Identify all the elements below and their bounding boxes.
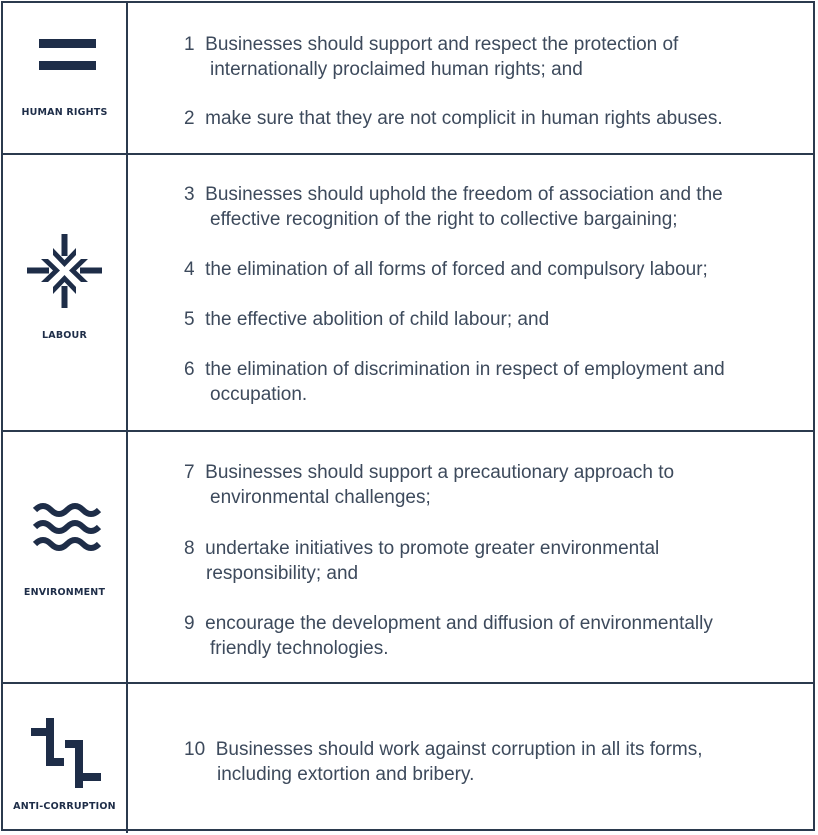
principle-number: 8 xyxy=(184,538,195,559)
principle-number: 6 xyxy=(184,359,195,380)
principle-number: 7 xyxy=(184,462,195,483)
category-label-labour: LABOUR xyxy=(42,330,87,341)
principle-text-line: effective recognition of the right to collective bargaining; xyxy=(210,209,678,230)
principle-10 xyxy=(184,737,804,787)
principle-text-line: undertake initiatives to promote greater environmental xyxy=(205,538,660,559)
row-human-rights xyxy=(3,3,813,155)
principle-1 xyxy=(184,32,804,82)
icon-cell-human-rights xyxy=(3,3,128,153)
principles-table xyxy=(1,1,815,831)
principle-2 xyxy=(184,106,804,131)
principle-number: 9 xyxy=(184,613,195,634)
principle-text-line: Businesses should work against corruption in all its forms, xyxy=(215,739,703,760)
principle-text-line: Businesses should support and respect the protection of xyxy=(205,34,679,55)
principle-9 xyxy=(184,611,804,661)
principle-text-line: occupation. xyxy=(210,384,308,405)
principle-text-line: Businesses should uphold the freedom of association and the xyxy=(205,184,723,205)
principle-number: 10 xyxy=(184,739,206,760)
principle-number: 4 xyxy=(184,259,195,280)
principle-6 xyxy=(184,357,804,407)
principle-number: 1 xyxy=(184,34,195,55)
principle-3 xyxy=(184,182,804,232)
principle-text-line: environmental challenges; xyxy=(210,487,431,508)
principle-4 xyxy=(184,257,804,282)
principle-number: 3 xyxy=(184,184,195,205)
principle-text-line: make sure that they are not complicit in human rights abuses. xyxy=(205,108,723,129)
principle-text-line: the effective abolition of child labour; and xyxy=(205,309,550,330)
principle-8 xyxy=(184,536,804,586)
icon-cell-environment xyxy=(3,432,128,682)
icon-cell-labour xyxy=(3,155,128,430)
principle-text-line: encourage the development and diffusion of environmentally xyxy=(205,613,713,634)
icon-cell-anti-corruption xyxy=(3,684,128,833)
principle-text-line: Businesses should support a precautionary approach to xyxy=(205,462,675,483)
converging-arrows-icon xyxy=(3,228,126,328)
principle-5 xyxy=(184,307,804,332)
interlocking-hooks-icon xyxy=(3,714,126,794)
principle-text-line: the elimination of all forms of forced and compulsory labour; xyxy=(205,259,708,280)
principle-text-line: friendly technologies. xyxy=(210,638,389,659)
principle-text-line: responsibility; and xyxy=(206,563,359,584)
row-labour xyxy=(3,155,813,432)
principle-text-line: including extortion and bribery. xyxy=(217,764,475,785)
category-label-environment: ENVIRONMENT xyxy=(23,587,106,598)
row-anti-corruption xyxy=(3,684,813,833)
principle-number: 2 xyxy=(184,108,195,129)
equals-icon xyxy=(3,31,126,111)
principle-text-line: the elimination of discrimination in respect of employment and xyxy=(205,359,725,380)
category-label-human-rights: HUMAN RIGHTS xyxy=(21,107,108,118)
principle-number: 5 xyxy=(184,309,195,330)
category-label-anti-corruption: ANTI-CORRUPTION xyxy=(13,801,116,812)
row-environment xyxy=(3,432,813,684)
waves-icon xyxy=(3,500,126,570)
principle-7 xyxy=(184,460,804,510)
principle-text-line: internationally proclaimed human rights; and xyxy=(210,59,583,80)
